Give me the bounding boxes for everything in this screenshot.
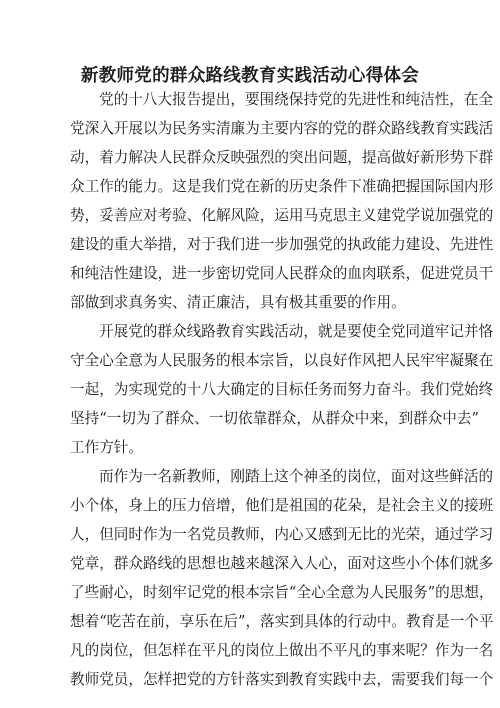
text-line: 坚持“一切为了群众、一切依靠群众，从群众中来，到群众中去”	[70, 410, 479, 427]
text-line: 工作方针。	[70, 439, 143, 456]
text-line: 人，但同时作为一名党员教师，内心又感到无比的光荣，通过学习	[70, 526, 494, 543]
text-line: 了些耐心，时刻牢记党的根本宗旨“全心全意为人民服务”的思想，	[70, 584, 494, 601]
text-line: 教师党员，怎样把党的方针落实到教育实践中去，需要我们每一个	[70, 671, 494, 688]
text-line: 守全心全意为人民服务的根本宗旨，以良好作风把人民牢牢凝聚在	[70, 352, 494, 369]
document-title: 新教师党的群众路线教育实践活动心得体会	[80, 66, 420, 86]
text-line: 势，妥善应对考验、化解风险，运用马克思主义建党学说加强党的	[70, 207, 494, 224]
text-line: 党章，群众路线的思想也越来越深入人心，面对这些小个体们就多	[70, 555, 494, 572]
text-line: 部做到求真务实、清正廉洁，具有极其重要的作用。	[70, 294, 406, 311]
text-line: 党的十八大报告提出，要围绕保持党的先进性和纯洁性，在全	[99, 91, 494, 108]
text-line: 众工作的能力。这是我们党在新的历史条件下准确把握国际国内形	[70, 178, 494, 195]
text-line: 动，着力解决人民群众反映强烈的突出问题，提高做好新形势下群	[70, 149, 494, 166]
text-line: 和纯洁性建设，进一步密切党同人民群众的血肉联系，促进党员干	[70, 265, 494, 282]
text-line: 而作为一名新教师，刚踏上这个神圣的岗位，面对这些鲜活的	[99, 468, 494, 485]
text-line: 小个体，身上的压力倍增，他们是祖国的花朵，是社会主义的接班	[70, 497, 494, 514]
text-line: 开展党的群众线路教育实践活动，就是要使全党同道牢记并恪	[99, 323, 494, 340]
text-line: 凡的岗位，但怎样在平凡的岗位上做出不平凡的事来呢？作为一名	[70, 642, 494, 659]
text-line: 建设的重大举措，对于我们进一步加强党的执政能力建设、先进性	[70, 236, 494, 253]
text-line: 一起，为实现党的十八大确定的目标任务而努力奋斗。我们党始终	[70, 381, 494, 398]
text-line: 党深入开展以为民务实清廉为主要内容的党的群众路线教育实践活	[70, 120, 494, 137]
text-line: 想着“吃苦在前，享乐在后”，落实到具体的行动中。教育是一个平	[70, 613, 494, 630]
